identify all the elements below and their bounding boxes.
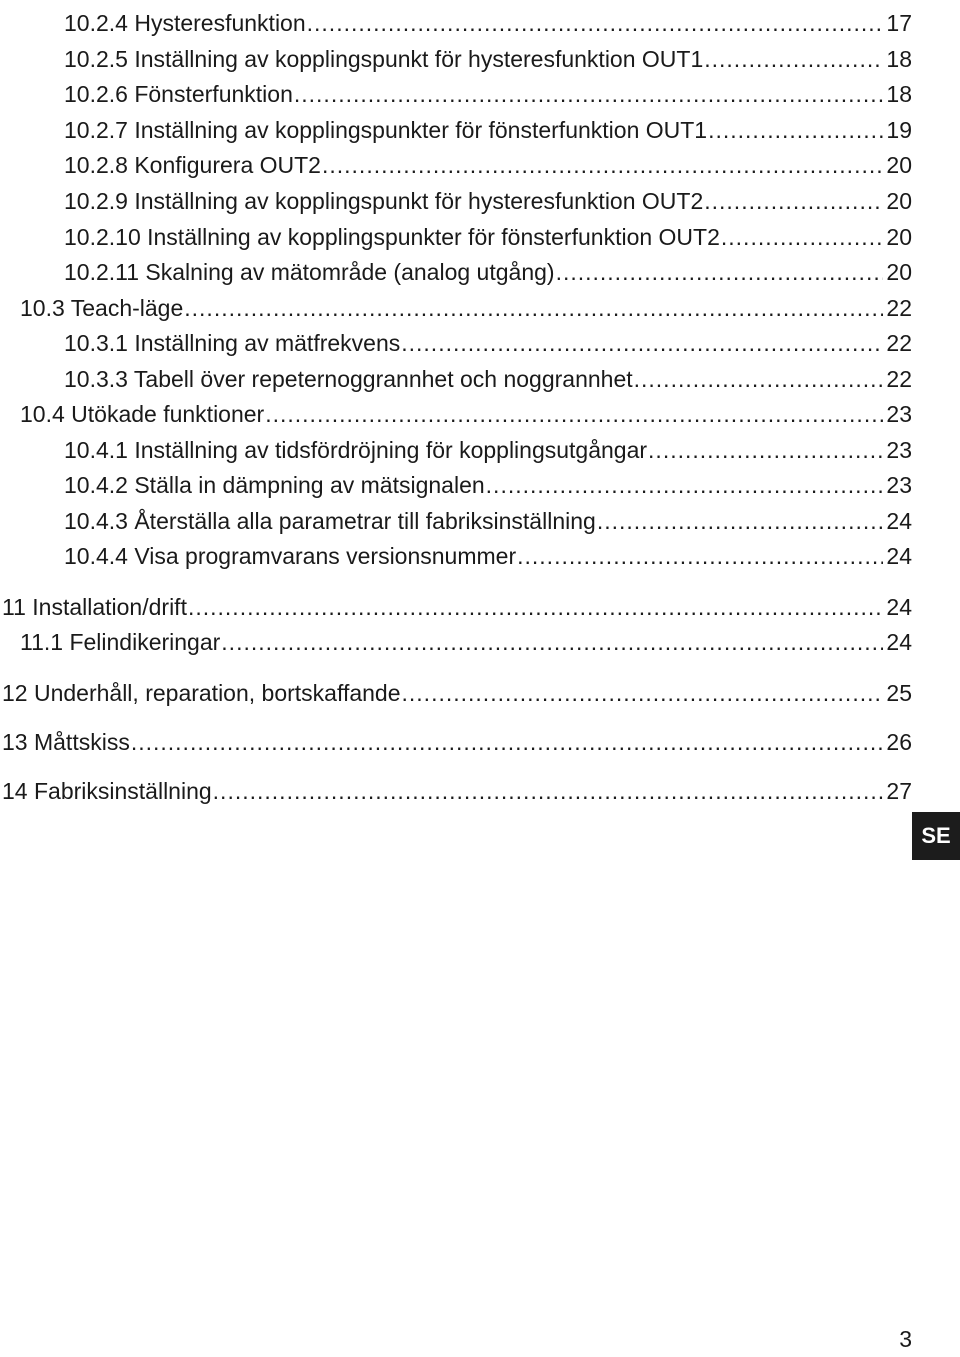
toc-entry-label: 10.4.2 Ställa in dämpning av mätsignalen: [64, 472, 485, 498]
toc-entry-page: 24: [886, 594, 912, 620]
dot-leader: [648, 437, 883, 463]
toc-entry-page: 20: [886, 152, 912, 178]
toc-entry-10-4-3[interactable]: [64, 498, 912, 534]
toc-entry-page: 22: [886, 366, 912, 392]
toc-entry-10-2-10[interactable]: [64, 214, 912, 250]
toc-entry-10-3-3[interactable]: [64, 356, 912, 392]
toc-entry-label: 10.4 Utökade funktioner: [20, 401, 265, 427]
dot-leader: [556, 259, 884, 285]
dot-leader: [704, 188, 883, 214]
toc-entry-11[interactable]: [2, 584, 912, 620]
dot-leader: [597, 508, 884, 534]
toc-entry-label: 10.4.1 Inställning av tidsfördröjning för kopplingsutgångar: [64, 437, 648, 463]
toc-entry-label: 10.2.7 Inställning av kopplingspunkter för fönsterfunktion OUT1: [64, 117, 708, 143]
toc-entry-page: 17: [886, 10, 912, 36]
toc-entry-label: 10.3.1 Inställning av mätfrekvens: [64, 330, 401, 356]
toc-entry-label: 10.3 Teach-läge: [20, 295, 184, 321]
toc-entry-page: 20: [886, 259, 912, 285]
toc-entry-page: 23: [886, 401, 912, 427]
toc-entry-label: 11.1 Felindikeringar: [20, 629, 221, 655]
toc-entry-10-4-4[interactable]: [64, 533, 912, 569]
toc-entry-10-2-6[interactable]: [64, 71, 912, 107]
toc-entry-10-2-5[interactable]: [64, 36, 912, 72]
toc-entry-page: 18: [886, 46, 912, 72]
dot-leader: [307, 10, 884, 36]
toc-entry-page: 27: [886, 778, 912, 804]
dot-leader: [221, 629, 883, 655]
dot-leader: [265, 401, 883, 427]
toc-entry-label: 10.2.5 Inställning av kopplingspunkt för hysteresfunktion OUT1: [64, 46, 704, 72]
toc-entry-page: 22: [886, 330, 912, 356]
toc-entry-12[interactable]: [2, 670, 912, 706]
toc-entry-page: 22: [886, 295, 912, 321]
toc-entry-label: 10.2.8 Konfigurera OUT2: [64, 152, 321, 178]
toc-entry-label: 10.3.3 Tabell över repeternoggrannhet och noggrannhet: [64, 366, 633, 392]
toc-entry-10-3[interactable]: [20, 285, 912, 321]
page-number: 3: [899, 1326, 912, 1352]
toc-entry-label: 10.4.4 Visa programvarans versionsnummer: [64, 543, 517, 569]
toc-entry-10-3-1[interactable]: [64, 320, 912, 356]
dot-leader: [188, 594, 883, 620]
toc-entry-label: 10.2.9 Inställning av kopplingspunkt för hysteresfunktion OUT2: [64, 188, 704, 214]
toc-entry-page: 24: [886, 508, 912, 534]
toc-entry-label: 11 Installation/drift: [2, 594, 187, 620]
dot-leader: [401, 330, 883, 356]
toc-entry-page: 24: [886, 629, 912, 655]
toc-entry-label: 10.2.11 Skalning av mätområde (analog utgång): [64, 259, 555, 285]
toc-entry-page: 23: [886, 472, 912, 498]
toc-entry-label: 13 Måttskiss: [2, 729, 130, 755]
toc-entry-10-2-9[interactable]: [64, 178, 912, 214]
toc-entry-label: 14 Fabriksinställning: [2, 778, 212, 804]
toc-entry-page: 20: [886, 188, 912, 214]
toc-entry-page: 20: [886, 224, 912, 250]
toc-entry-label: 12 Underhåll, reparation, bortskaffande: [2, 680, 401, 706]
toc-entry-10-4[interactable]: [20, 391, 912, 427]
toc-entry-14[interactable]: [2, 768, 912, 804]
toc-entry-label: 10.2.10 Inställning av kopplingspunkter för fönsterfunktion OUT2: [64, 224, 720, 250]
dot-leader: [704, 46, 883, 72]
toc-entry-page: 24: [886, 543, 912, 569]
dot-leader: [131, 729, 884, 755]
dot-leader: [517, 543, 883, 569]
language-tab: SE: [912, 812, 960, 860]
dot-leader: [634, 366, 884, 392]
toc-entry-10-2-4[interactable]: [64, 0, 912, 36]
toc-entry-page: 25: [886, 680, 912, 706]
toc-entry-page: 23: [886, 437, 912, 463]
toc-entry-page: 26: [886, 729, 912, 755]
toc-entry-page: 19: [886, 117, 912, 143]
toc-entry-10-2-11[interactable]: [64, 249, 912, 285]
toc-entry-10-2-7[interactable]: [64, 107, 912, 143]
dot-leader: [402, 680, 884, 706]
dot-leader: [294, 81, 884, 107]
dot-leader: [721, 224, 884, 250]
toc-entry-11-1[interactable]: [20, 619, 912, 655]
toc-entry-10-4-2[interactable]: [64, 462, 912, 498]
dot-leader: [708, 117, 883, 143]
toc-entry-label: 10.2.6 Fönsterfunktion: [64, 81, 293, 107]
toc-entry-10-4-1[interactable]: [64, 427, 912, 463]
dot-leader: [322, 152, 883, 178]
dot-leader: [486, 472, 884, 498]
dot-leader: [213, 778, 884, 804]
toc-entry-page: 18: [886, 81, 912, 107]
toc-entry-label: 10.2.4 Hysteresfunktion: [64, 10, 306, 36]
toc-entry-label: 10.4.3 Återställa alla parametrar till fabriksinställning: [64, 508, 596, 534]
dot-leader: [184, 295, 883, 321]
toc-entry-13[interactable]: [2, 719, 912, 755]
toc-entry-10-2-8[interactable]: [64, 142, 912, 178]
